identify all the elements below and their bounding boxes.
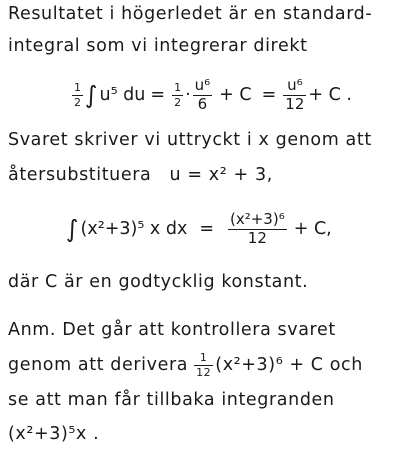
equation-1: [70, 78, 352, 113]
eq1-frac-3: $\frac{\text{u⁶}}{12}$: [285, 76, 305, 113]
integral-sign-2: ∫: [66, 215, 79, 244]
eq1-half: $\frac{1}{2}$: [74, 81, 81, 109]
text-line-7-suffix: + C och: [289, 355, 363, 376]
text-line-6: Anm. Det går att kontrollera svaret: [8, 320, 336, 340]
eq1-frac-2: $\frac{\text{u⁶}}{6}$: [194, 76, 211, 113]
text-line-5: där C är en godtycklig konstant.: [8, 272, 309, 292]
eq1-plus-c-end: + C .: [308, 85, 352, 106]
substitution: u = x² + 3,: [169, 165, 273, 185]
eq1-equals-2: =: [261, 85, 277, 106]
text-line-4-prefix: återsubstituera: [8, 165, 152, 185]
eq1-equals: =: [150, 85, 166, 106]
eq2-frac: $\frac{\text{(x²+3)⁶}}{12}$: [229, 210, 285, 247]
equation-2: [66, 212, 337, 247]
eq1-frac-1: $\frac{1}{2}$: [174, 81, 182, 109]
text-line-3: Svaret skriver vi uttryckt i x genom att: [8, 130, 372, 150]
eq1-integrand: u⁵ du: [99, 85, 146, 106]
text-line-1: Resultatet i högerledet är en standard-: [8, 4, 373, 24]
text-line-9: (x²+3)⁵x .: [8, 424, 100, 444]
deriv-frac: $\frac{1}{12}$: [196, 351, 212, 379]
text-line-7-prefix: genom att derivera: [8, 355, 189, 376]
integral-sign: ∫: [85, 81, 98, 110]
eq2-plus-c: + C,: [293, 219, 332, 240]
deriv-expr: (x²+3)⁶: [215, 355, 284, 376]
eq1-plus-c: + C: [219, 85, 252, 106]
eq2-integrand: (x²+3)⁵ x dx: [80, 219, 188, 240]
eq1-dot: ·: [185, 85, 191, 106]
text-line-7: [8, 352, 363, 378]
text-line-8: se att man får tillbaka integranden: [8, 390, 335, 410]
text-line-4: [8, 165, 273, 185]
eq2-equals: =: [199, 219, 214, 240]
text-line-2: integral som vi integrerar direkt: [8, 36, 308, 56]
